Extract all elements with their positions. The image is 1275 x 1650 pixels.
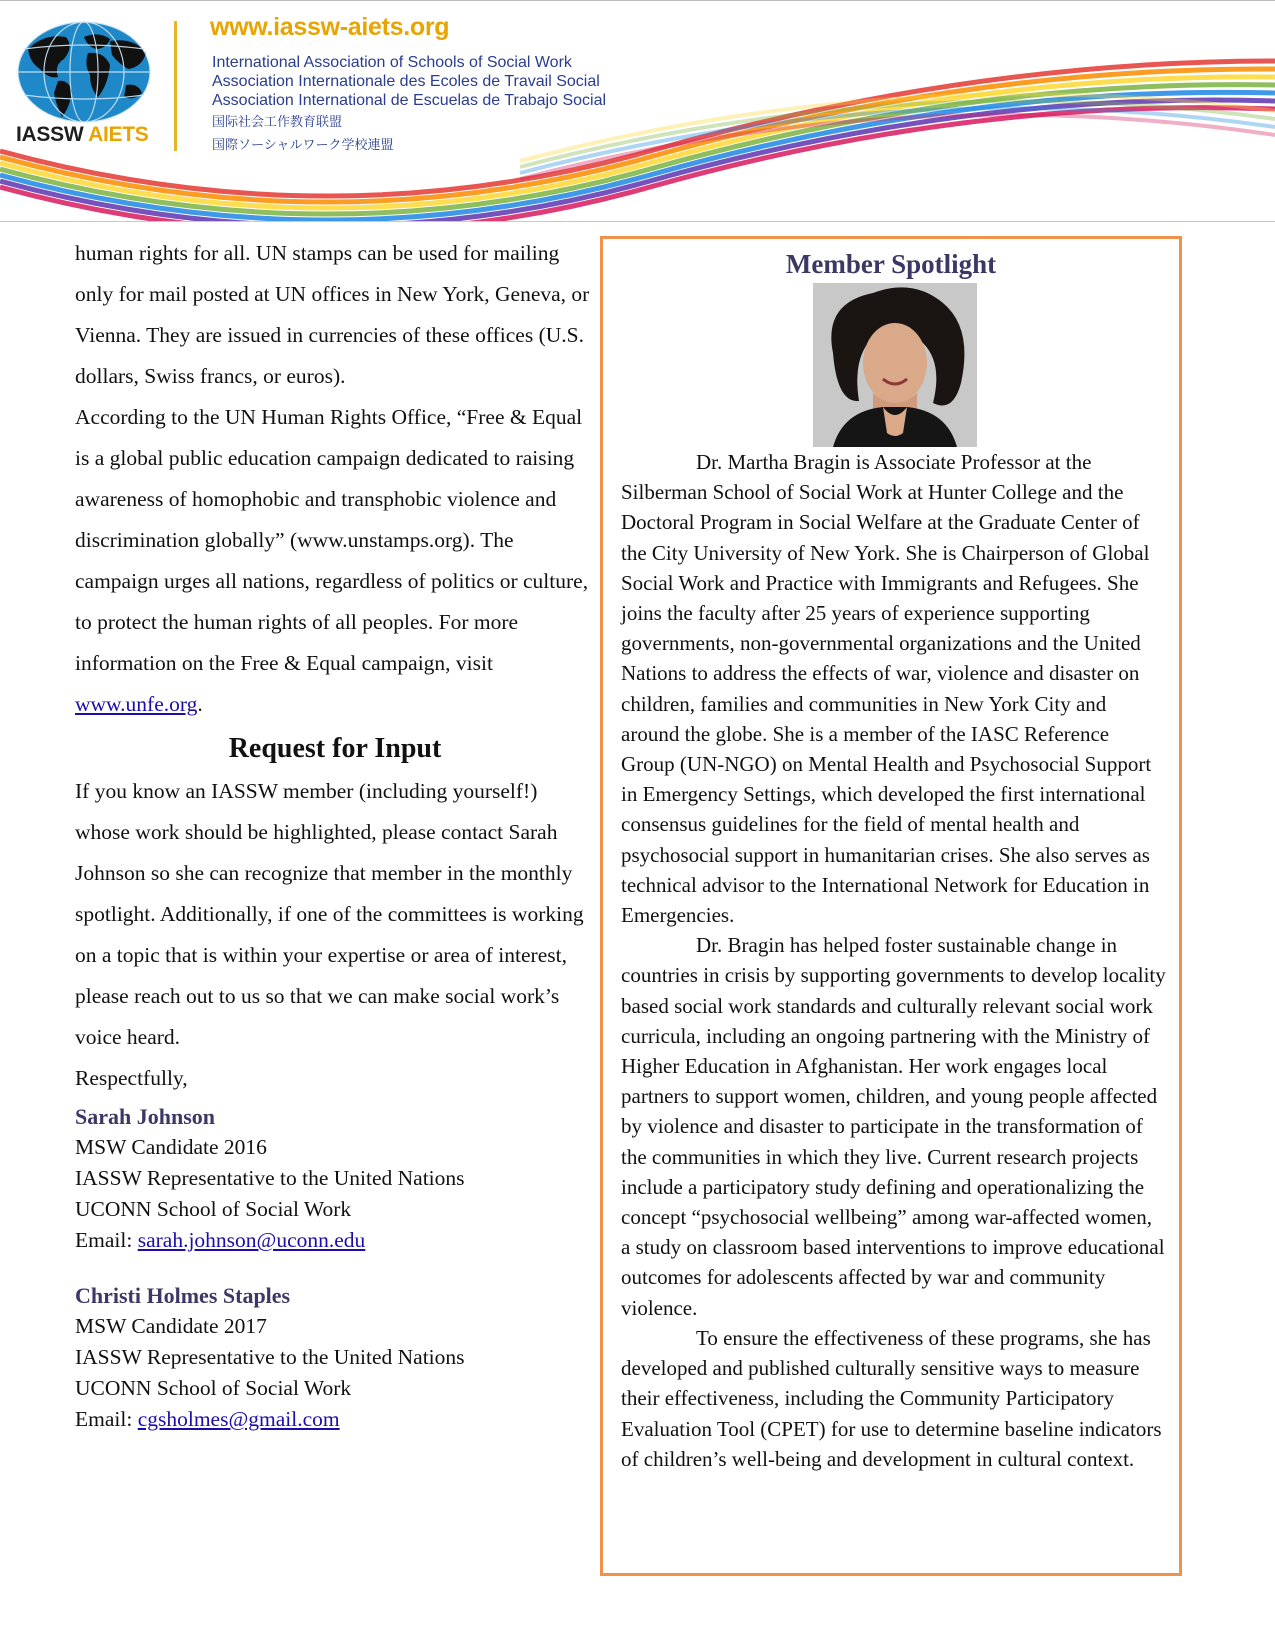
website-url[interactable]: www.iassw-aiets.org [210,13,450,41]
paragraph-text: According to the UN Human Rights Office, “Free & Equal is a global public education campaign dedicated to raising awareness of homophobic and transphobic violence and discrimination globally” (www.unstamps.org). The campaign urges all nations, regardless of politics or culture, to protect the human rights of all peoples. For more information on the Free & Equal campaign, visit [75,405,589,675]
email-link[interactable]: cgsholmes@gmail.com [137,1407,340,1431]
request-paragraph: If you know an IASSW member (including yourself!) whose work should be highlighted, please contact Sarah Johnson so she can recognize that member in the monthly spotlight. Additionally, if one of the committees is working on a topic that is within your expertise or area of interest, please reach out to us so that we can make social work’s voice heard. [75,779,584,1049]
spotlight-title: Member Spotlight [785,249,997,279]
org-name-spanish: Association International de Escuelas de Trabajo Social [212,92,607,109]
spotlight-paragraph: Dr. Martha Bragin is Associate Professor at the Silberman School of Social Work at Hunter College and the Doctoral Program in Social Welfare at the Graduate Center of the City University of New York. She is Chairperson of Global Social Work and Practice with Immigrants and Refugees. She joins the faculty after 25 years of experience supporting governments, non-governmental organizations and the United Nations to address the effects of war, violence and disaster on children, families and communities in New York City and around the globe. She is a member of the IASC Reference Group (UN-NGO) on Mental Health and Psychosocial Support in Emergency Settings, which developed the first international consensus guidelines for the field of mental health and psychosocial support in humanitarian crises. She also serves as technical advisor to the International Network for Education in Emergencies. [621,450,1152,928]
signatory-name: Sarah Johnson [75,1104,216,1129]
spotlight-paragraph: Dr. Bragin has helped foster sustainable change in countries in crisis by supporting governments to develop locality based social work standards and culturally relevant social work curricula, including an ongoing partnering with the Ministry of Higher Education in Afghanistan. Her work engages local partners to support women, children, and young people affected by violence and disaster to participate in the transformation of the communities in which they live. Current research projects include a participatory study defining and operationalizing the concept “psychosocial wellbeing” among war-affected women, a study on classroom based interventions to improve educational outcomes for adolescents affected by war and community violence. [621,933,1166,1320]
org-name-french: Association Internationale des Ecoles de Travail Social [212,73,600,90]
email-label: Email: [75,1228,138,1252]
divider [174,21,177,151]
signatory-name: Christi Holmes Staples [75,1283,291,1308]
organization-names [212,53,606,156]
signatory-line: MSW Candidate 2017 [75,1314,267,1338]
member-spotlight-box [600,236,1182,1576]
request-for-input-heading: Request for Input [228,733,442,764]
globe-logo-icon [14,19,154,125]
unfe-link[interactable]: www.unfe.org [75,692,198,716]
signatory-line: IASSW Representative to the United Nations [75,1345,465,1369]
logo-text-aiets: AIETS [88,123,149,146]
signatory-line: UCONN School of Social Work [75,1197,352,1221]
signatory-email-line [75,1404,595,1435]
rainbow-swoosh [0,1,1275,221]
signatory-line: IASSW Representative to the United Nations [75,1166,465,1190]
signatory-line: UCONN School of Social Work [75,1376,352,1400]
logo-wordmark [16,123,148,147]
left-column [75,233,595,1435]
letterhead [0,0,1275,222]
spotlight-body [621,447,1166,1474]
signatory-email-line [75,1225,595,1256]
signatory-line: MSW Candidate 2016 [75,1135,267,1159]
logo-text-iassw: IASSW [16,123,84,146]
org-name-chinese: 国际社会工作教育联盟 [212,114,343,129]
paragraph-end: . [197,692,203,716]
org-name-japanese: 国際ソーシャルワーク学校連盟 [212,137,394,152]
signature-block [75,1101,595,1435]
email-link[interactable]: sarah.johnson@uconn.edu [137,1228,366,1252]
body-paragraph: human rights for all. UN stamps can be used for mailing only for mail posted at UN offices in New York, Geneva, or Vienna. They are issued in currencies of these offices (U.S. dollars, Swiss francs, or euros). [75,241,590,388]
org-name-english: International Association of Schools of Social Work [212,54,572,71]
member-portrait-photo [813,283,977,447]
spotlight-paragraph: To ensure the effectiveness of these programs, she has developed and published culturally sensitive ways to measure their effectiveness, including the Community Participatory Evaluation Tool (CPET) for use to determine baseline indicators of children’s well-being and development in cultural context. [621,1325,1162,1471]
email-label: Email: [75,1407,138,1431]
body-paragraph [75,397,595,725]
closing: Respectfully, [75,1066,188,1090]
